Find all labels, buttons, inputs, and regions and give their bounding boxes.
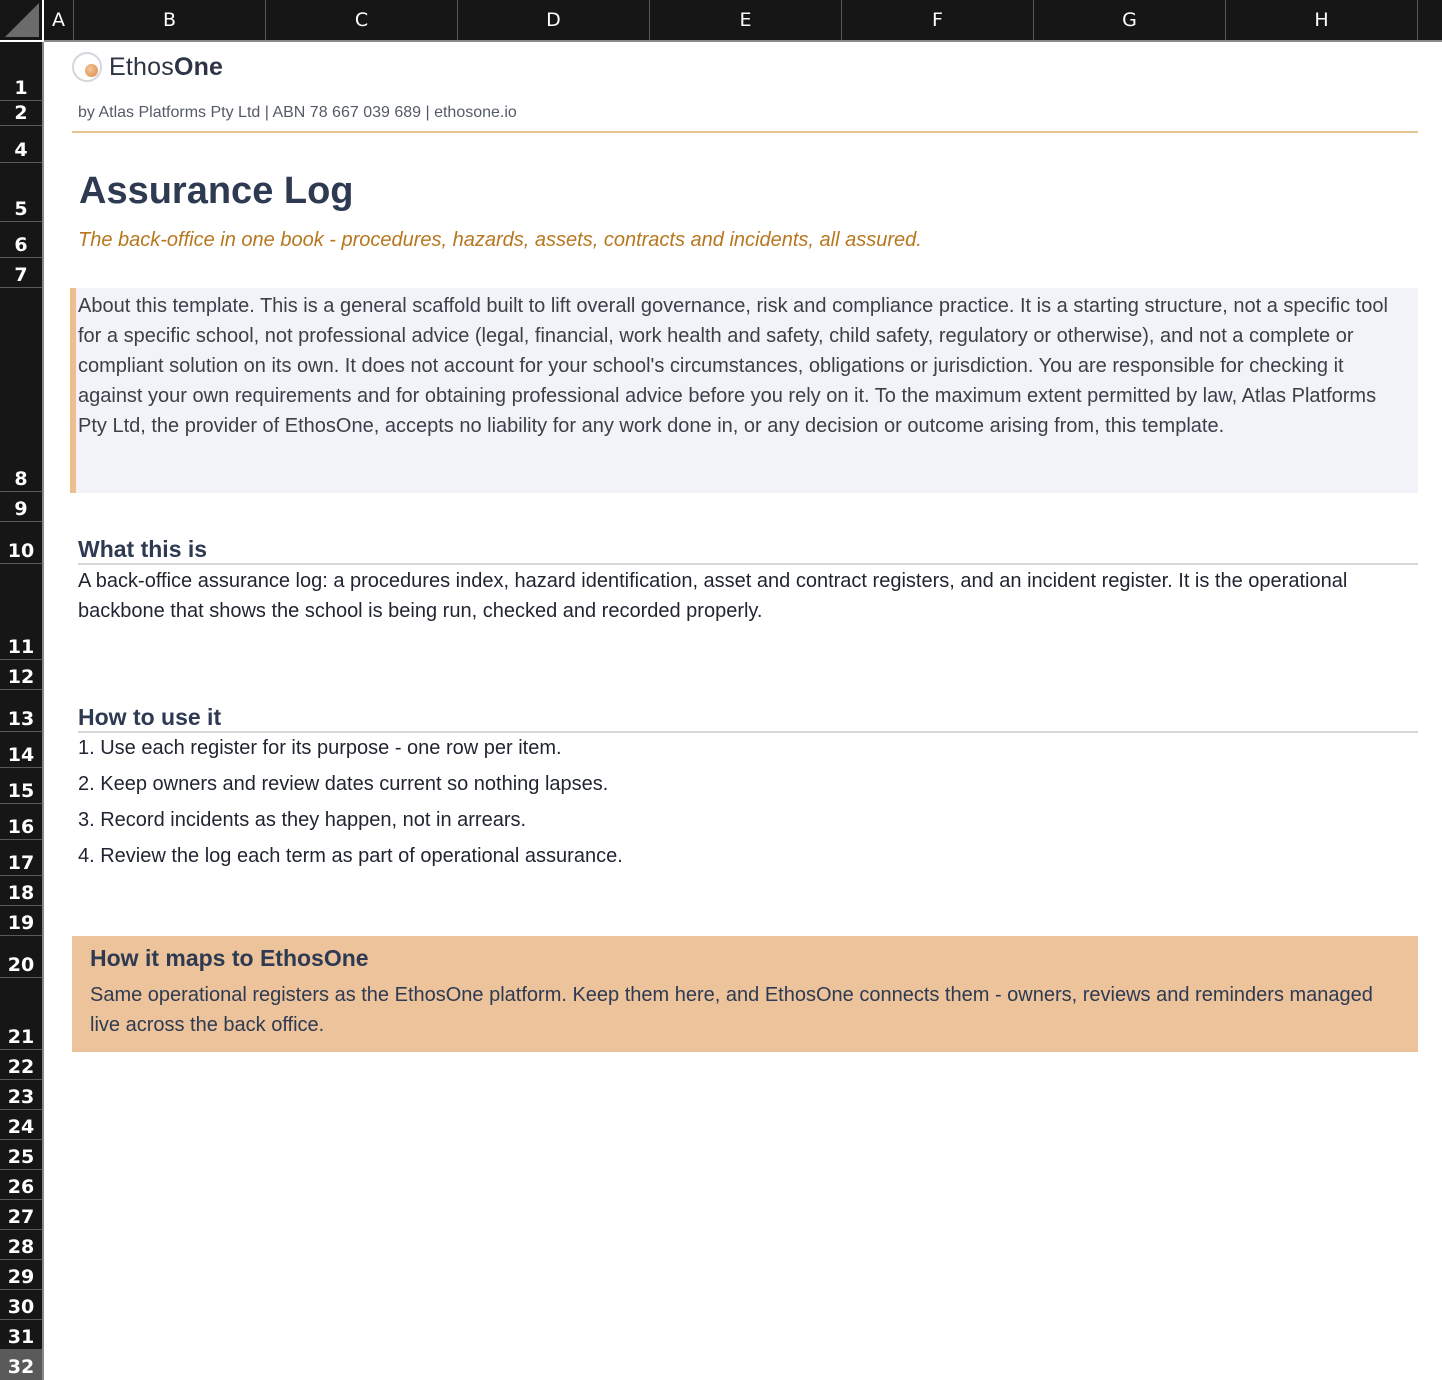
column-header-d[interactable]: D bbox=[458, 0, 650, 40]
ethosone-wordmark: EthosOne bbox=[109, 52, 224, 81]
ethosone-logo bbox=[72, 50, 223, 84]
row-header-23[interactable]: 23 bbox=[0, 1080, 42, 1110]
column-header-c[interactable]: C bbox=[266, 0, 458, 40]
ethosone-logo-icon bbox=[72, 52, 102, 82]
company-byline: by Atlas Platforms Pty Ltd | ABN 78 667 039 689 | ethosone.io bbox=[78, 104, 517, 121]
row-header-7[interactable]: 7 bbox=[0, 258, 42, 288]
how-to-step-4: 4. Review the log each term as part of operational assurance. bbox=[78, 845, 623, 867]
row-header-5[interactable]: 5 bbox=[0, 163, 42, 222]
row-header-26[interactable]: 26 bbox=[0, 1170, 42, 1200]
how-to-step-2: 2. Keep owners and review dates current so nothing lapses. bbox=[78, 773, 609, 795]
what-this-is-body: A back-office assurance log: a procedures index, hazard identification, asset and contract registers, and an incident register. It is the operational backbone that shows the school is being run, checked and recorded properly. bbox=[78, 570, 1348, 622]
row-header-12[interactable]: 12 bbox=[0, 660, 42, 690]
row-header-32-selected[interactable]: 32 bbox=[0, 1350, 42, 1380]
maps-to-ethosone-callout bbox=[72, 936, 1418, 1052]
row-header-11[interactable]: 11 bbox=[0, 564, 42, 660]
column-header-a[interactable]: A bbox=[44, 0, 74, 40]
row-header-18[interactable]: 18 bbox=[0, 876, 42, 906]
how-to-use-heading: How to use it bbox=[78, 704, 1418, 733]
row-header-bar bbox=[0, 42, 44, 1380]
row-header-8[interactable]: 8 bbox=[0, 288, 42, 492]
how-to-step-1: 1. Use each register for its purpose - one row per item. bbox=[78, 737, 562, 759]
row-header-20[interactable]: 20 bbox=[0, 936, 42, 978]
row-header-27[interactable]: 27 bbox=[0, 1200, 42, 1230]
row-header-2[interactable]: 2 bbox=[0, 101, 42, 126]
row-header-6[interactable]: 6 bbox=[0, 222, 42, 258]
column-header-f[interactable]: F bbox=[842, 0, 1034, 40]
row-header-17[interactable]: 17 bbox=[0, 840, 42, 876]
row-header-9[interactable]: 9 bbox=[0, 492, 42, 522]
row-header-28[interactable]: 28 bbox=[0, 1230, 42, 1260]
page-title: Assurance Log bbox=[79, 170, 354, 212]
column-header-g[interactable]: G bbox=[1034, 0, 1226, 40]
row-header-13[interactable]: 13 bbox=[0, 690, 42, 732]
row-header-31[interactable]: 31 bbox=[0, 1320, 42, 1350]
row-header-29[interactable]: 29 bbox=[0, 1260, 42, 1290]
row-header-22[interactable]: 22 bbox=[0, 1050, 42, 1080]
page-tagline: The back-office in one book - procedures, hazards, assets, contracts and incidents, all assured. bbox=[78, 229, 922, 251]
row-header-19[interactable]: 19 bbox=[0, 906, 42, 936]
how-to-step-3: 3. Record incidents as they happen, not in arrears. bbox=[78, 809, 527, 831]
row-header-14[interactable]: 14 bbox=[0, 732, 42, 768]
row-header-30[interactable]: 30 bbox=[0, 1290, 42, 1320]
header-divider bbox=[72, 131, 1418, 133]
what-this-is-heading: What this is bbox=[78, 536, 1418, 565]
column-header-b[interactable]: B bbox=[74, 0, 266, 40]
row-header-21[interactable]: 21 bbox=[0, 978, 42, 1050]
maps-to-ethosone-heading: How it maps to EthosOne bbox=[90, 945, 369, 971]
select-all-corner[interactable] bbox=[0, 0, 42, 40]
column-header-bar bbox=[44, 0, 1442, 42]
row-header-25[interactable]: 25 bbox=[0, 1140, 42, 1170]
row-header-24[interactable]: 24 bbox=[0, 1110, 42, 1140]
column-header-h[interactable]: H bbox=[1226, 0, 1418, 40]
row-header-4[interactable]: 4 bbox=[0, 126, 42, 163]
row-header-1[interactable]: 1 bbox=[0, 42, 42, 101]
row-header-15[interactable]: 15 bbox=[0, 768, 42, 804]
about-template-disclaimer: About this template. This is a general scaffold built to lift overall governance, risk and compliance practice. It is a starting structure, not a specific tool for a specific school, not professional advice (legal, financial, work health and safety, child safety, regulatory or otherwise), and not a complete or compliant solution on its own. It does not account for your school's circumstances, obligations or jurisdiction. You are responsible for checking it against your own requirements and for obtaining professional advice before you rely on it. To the maximum extent permitted by law, Atlas Platforms Pty Ltd, the provider of EthosOne, accepts no liability for any work done in, or any decision or outcome arising from, this template. bbox=[70, 288, 1418, 493]
maps-to-ethosone-body: Same operational registers as the EthosOne platform. Keep them here, and EthosOne connects them - owners, reviews and reminders managed live across the back office. bbox=[90, 984, 1373, 1036]
row-header-10[interactable]: 10 bbox=[0, 522, 42, 564]
column-header-e[interactable]: E bbox=[650, 0, 842, 40]
row-header-16[interactable]: 16 bbox=[0, 804, 42, 840]
